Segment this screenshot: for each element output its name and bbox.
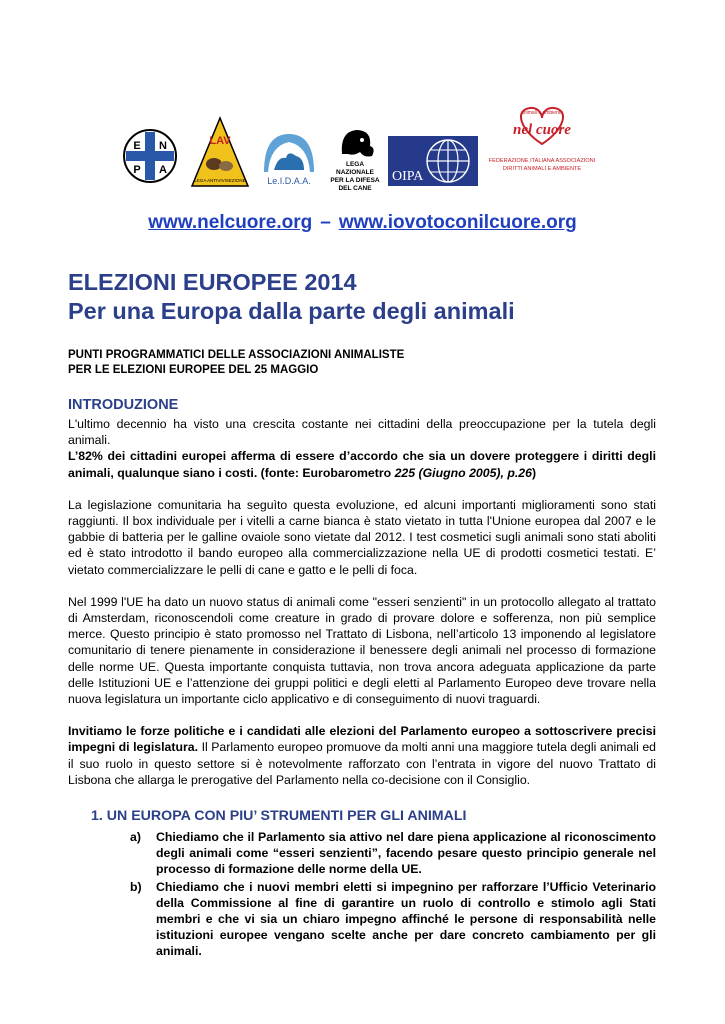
lndc-line-3: PER LA DIFESA bbox=[330, 177, 380, 184]
intro-paragraph-2: La legislazione comunitaria ha seguìto questa evoluzione, ed alcuni importanti miglioramenti sono stati raggiunti. Il box individuale per i vitelli a carne bianca è stato vietato in tutta l'Unione europea dal 2007 e le gabbie di batteria per le galline ovaiole sono vietate dal 2012. I test cosmetici sugli animali sono stati aboliti ed è stato introdotto il bando europeo alla commercializzazione nella UE di prodotti cosmetici testati. E’ vietato commercializzare le pelli di cane e gatto e le pelli di foca. bbox=[68, 497, 656, 577]
intro-p1-text: L'ultimo decennio ha visto una crescita costante nei cittadini della preoccupazione per la tutela degli animali. bbox=[68, 417, 656, 448]
nelcuore-text: nel cuore bbox=[513, 122, 571, 138]
intro-paragraph-4 bbox=[68, 723, 656, 788]
paragraph-gap bbox=[68, 481, 656, 497]
section-1-items bbox=[130, 829, 656, 961]
enpa-letter-e: E bbox=[133, 140, 141, 152]
list-item-label: b) bbox=[130, 879, 142, 894]
leidaa-text: Le.I.D.A.A. bbox=[267, 176, 311, 186]
paragraph-gap bbox=[68, 707, 656, 723]
title-line-1: ELEZIONI EUROPEE 2014 bbox=[68, 269, 357, 295]
intro-p1-bold-end: ) bbox=[531, 465, 537, 480]
lndc-line-1: LEGA bbox=[345, 161, 365, 168]
title-line-2: Per una Europa dalla parte degli animali bbox=[68, 298, 515, 324]
intro-p1-italic: 225 (Giugno 2005), p.26 bbox=[394, 465, 532, 480]
list-item-label: a) bbox=[130, 830, 141, 844]
enpa-logo bbox=[122, 128, 178, 184]
enpa-letter-a: A bbox=[159, 164, 167, 176]
lndc-line-2: NAZIONALE bbox=[336, 169, 374, 176]
list-item bbox=[130, 829, 656, 878]
intro-paragraph-3: Nel 1999 l'UE ha dato un nuovo status di animali come "esseri senzienti" in un protocollo allegato al trattato di Amsterdam, riconoscendoli come creature in grado di provare dolore e sofferenza, non più semplice merce. Questo principio è stato promosso nel Trattato di Lisbona, nell’articolo 13 imponendo al legislatore comunitario di tenere pienamente in considerazione il benessere degli animali nel processo di formazione delle norme UE. Questa importante conquista tuttavia, non trova ancora adeguata applicazione da parte delle Istituzioni UE e l’attenzione dei gruppi politici e degli eletti al Parlamento Europeo deve trovare nella nuova legislatura un importante ciclo applicativo e di conseguimento di nuovi traguardi. bbox=[68, 594, 656, 707]
logo-row bbox=[0, 100, 725, 200]
nelcuore-small-text: animali e ambiente bbox=[521, 110, 563, 116]
website-links bbox=[0, 212, 725, 234]
enpa-letter-n: N bbox=[159, 140, 167, 152]
lav-text: LAV bbox=[209, 135, 231, 147]
intro-paragraph-1 bbox=[68, 416, 656, 481]
oipa-logo bbox=[388, 136, 478, 186]
oipa-text: OIPA bbox=[392, 169, 424, 184]
nelcuore-sub-1: FEDERAZIONE ITALIANA ASSOCIAZIONI bbox=[488, 158, 596, 164]
intro-p1-bold: L’82% dei cittadini europei afferma di essere d’accordo che sia un dovere proteggere i diritti degli animali, qualunque siano i costi. (fonte: Eurobarometro bbox=[68, 449, 656, 480]
enpa-letter-p: P bbox=[133, 164, 141, 176]
paragraph-gap bbox=[68, 578, 656, 594]
document-title bbox=[68, 268, 515, 326]
nelcuore-link[interactable]: www.nelcuore.org bbox=[148, 212, 313, 233]
lndc-logo bbox=[326, 124, 384, 192]
intro-p4-bold: Invitiamo le forze politiche e i candidati alle elezioni del Parlamento europeo a sottoscrivere precisi impegni di legislatura. bbox=[68, 724, 656, 755]
list-item bbox=[130, 879, 656, 960]
list-item-text: Chiediamo che il Parlamento sia attivo nel dare piena applicazione al riconoscimento degli animali come “esseri senzienti”, facendo pesare questo principio generale nel processo di formazione delle norme della UE. bbox=[156, 830, 656, 877]
subheading-line-2: PER LE ELEZIONI EUROPEE DEL 25 MAGGIO bbox=[68, 364, 319, 376]
intro-section bbox=[68, 396, 656, 788]
lav-subtext: LEGA ANTIVIVISEZIONE bbox=[194, 178, 246, 183]
subheading bbox=[68, 348, 404, 378]
intro-heading: INTRODUZIONE bbox=[68, 397, 179, 413]
intro-p4-text: Il Parlamento europeo promuove da molti anni una maggiore tutela degli animali ed il suo ruolo in questo settore si è notevolmente rafforzato con l’entrata in vigore del nuovo Trattato di Lisbona che allarga le prerogative del Parlamento nella co-decisione con il Consiglio. bbox=[68, 740, 657, 787]
iovotoconilcuore-link[interactable]: www.iovotoconilcuore.org bbox=[338, 212, 577, 233]
nelcuore-logo bbox=[480, 104, 605, 184]
lndc-line-4: DEL CANE bbox=[338, 185, 372, 192]
leidaa-logo bbox=[258, 128, 320, 188]
nelcuore-sub-2: DIRITTI ANIMALI E AMBIENTE bbox=[502, 166, 582, 172]
links-separator: – bbox=[320, 212, 331, 233]
lav-logo bbox=[190, 116, 250, 188]
section-1-heading: 1. UN EUROPA CON PIU’ STRUMENTI PER GLI ANIMALI bbox=[91, 808, 467, 824]
list-item-text: Chiediamo che i nuovi membri eletti si impegnino per rafforzare l’Ufficio Veterinario della Commissione al fine di garantire un ruolo di controllo e stimolo agli Stati membri e che vi sia un chiaro impegno affinché le persone di responsabilità nelle istituzioni europee vengano scelte anche per dare concreto cambiamento per gli animali. bbox=[156, 879, 656, 959]
subheading-line-1: PUNTI PROGRAMMATICI DELLE ASSOCIAZIONI ANIMALISTE bbox=[68, 349, 405, 361]
